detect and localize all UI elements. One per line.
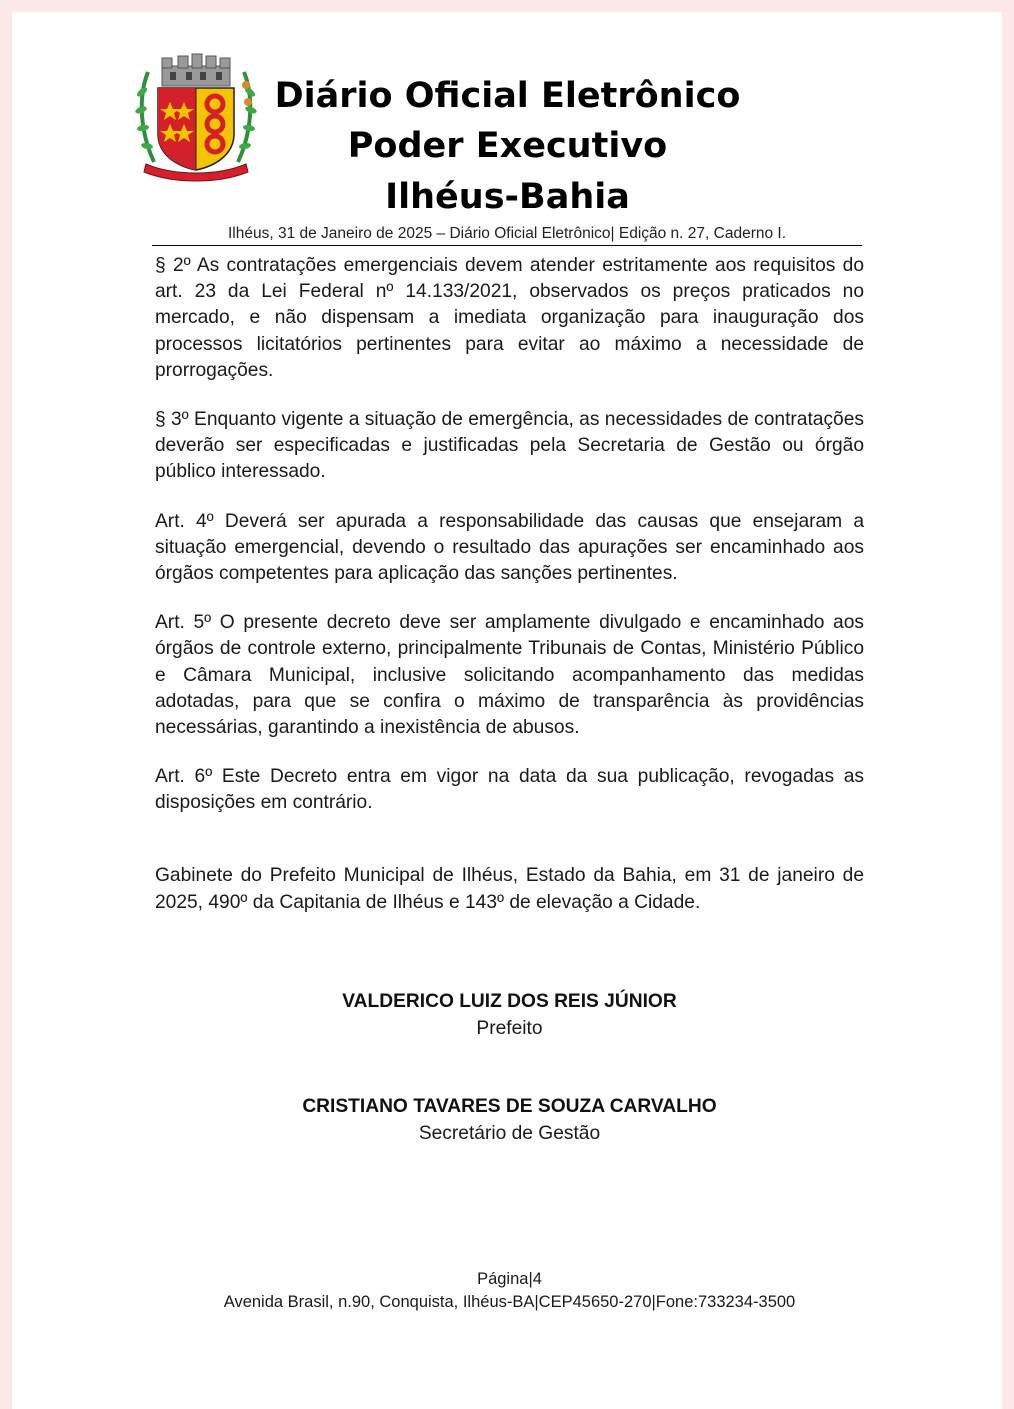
closing-statement: Gabinete do Prefeito Municipal de Ilhéus, Estado da Bahia, em 31 de janeiro de 2025, 490º da Capitania de Ilhéus e 143º de elevação a Cidade.: [155, 865, 864, 913]
decree-body: [155, 253, 864, 840]
signatory-name-secretary: CRISTIANO TAVARES DE SOUZA CARVALHO: [302, 1096, 717, 1117]
paragraph-section-3: § 3º Enquanto vigente a situação de emergência, as necessidades de contratações deverão ser especificadas e justificadas pela Secretaria de Gestão ou órgão público interessado.: [155, 409, 864, 483]
paragraph-article-5: Art. 5º O presente decreto deve ser amplamente divulgado e encaminhado aos órgãos de controle externo, principalmente Tribunais de Contas, Ministério Público e Câmara Municipal, inclusive solicitando acompanhamento das medidas adotadas, para que se confira o máximo de transparência às providências necessárias, garantindo a inexistência de abusos.: [155, 612, 864, 739]
paragraph-section-2: § 2º As contratações emergenciais devem atender estritamente aos requisitos do art. 23 da Lei Federal nº 14.133/2021, observados os preços praticados no mercado, e não dispensam a imediata organização para inauguração dos processos licitatórios pertinentes para evitar ao máximo a necessidade de prorrogações.: [155, 255, 864, 381]
signatory-name-mayor: VALDERICO LUIZ DOS REIS JÚNIOR: [342, 991, 677, 1012]
edition-line: Ilhéus, 31 de Janeiro de 2025 – Diário Oficial Eletrônico| Edição n. 27, Caderno I.: [227, 225, 787, 242]
footer-address: Avenida Brasil, n.90, Conquista, Ilhéus-BA|CEP45650-270|Fone:733234-3500: [223, 1293, 796, 1311]
page-number: Página|4: [477, 1270, 542, 1288]
coat-of-arms-logo: [134, 52, 258, 184]
paragraph-article-6: Art. 6º Este Decreto entra em vigor na data da sua publicação, revogadas as disposições em contrário.: [155, 766, 864, 814]
signatory-role-mayor: Prefeito: [476, 1018, 543, 1039]
crest-shield: [158, 88, 234, 170]
paragraph-article-4: Art. 4º Deverá ser apurada a responsabilidade das causas que ensejaram a situação emergencial, devendo o resultado das apurações ser encaminhado aos órgãos competentes para aplicação das sanções pertinentes.: [155, 510, 864, 585]
publication-subtitle: Poder Executivo: [347, 126, 668, 166]
publication-title: Diário Oficial Eletrônico: [274, 76, 741, 116]
publication-location: Ilhéus-Bahia: [385, 177, 630, 217]
crest-crown: [162, 54, 230, 86]
signatory-role-secretary: Secretário de Gestão: [418, 1123, 601, 1144]
header-divider: [152, 245, 862, 246]
